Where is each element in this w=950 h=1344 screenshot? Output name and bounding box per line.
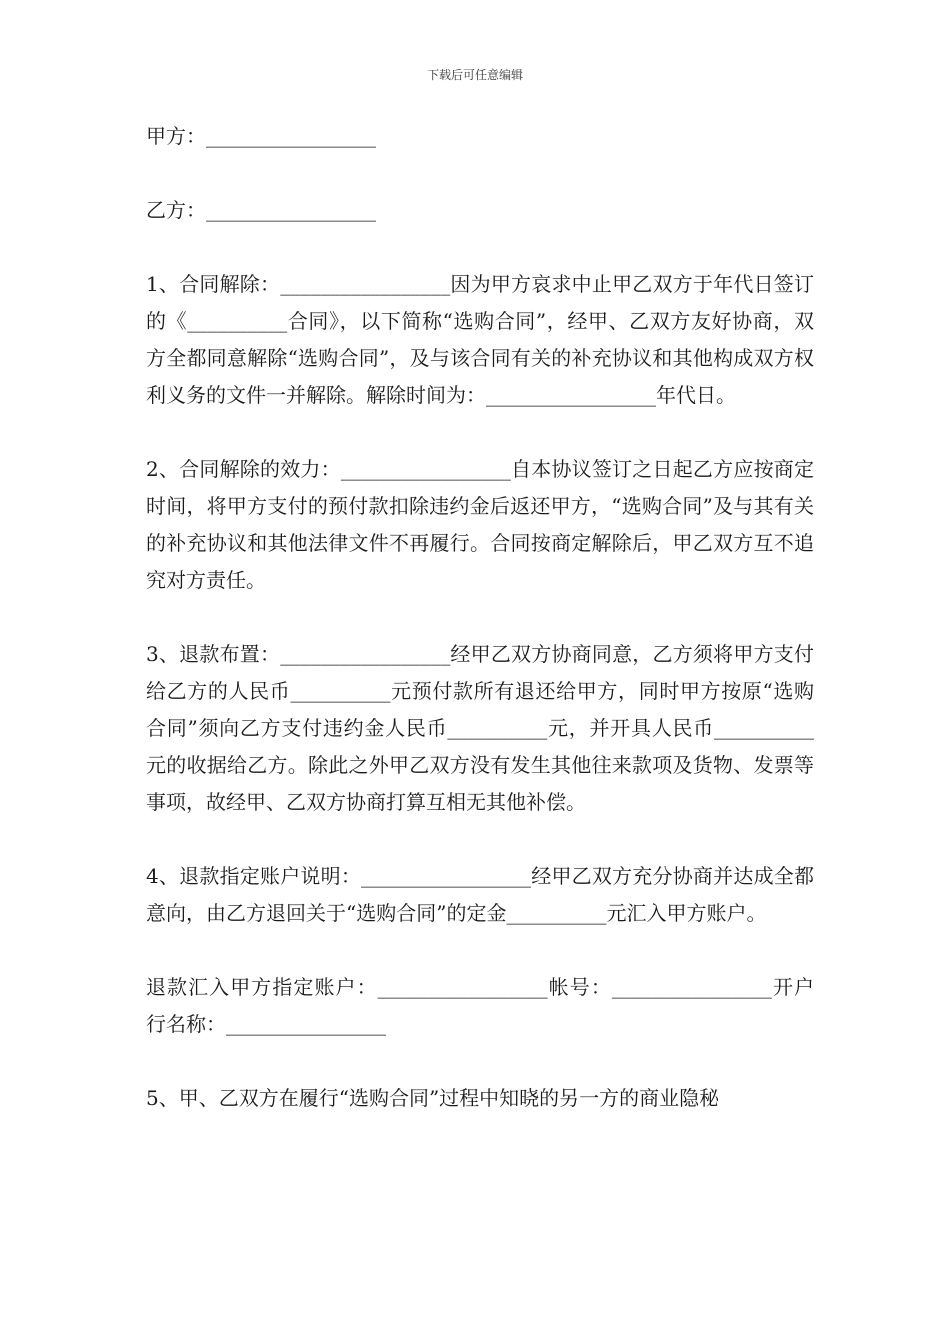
clause-1-termination: 1、合同解除：_________________因为甲方哀求中止甲乙双方于年代日签订的《__________合同》，以下简称“选购合同”，经甲、乙双方友好协商，双方全都同意解除“选购合同”，及与该合同有关的补充协议和其他构成双方权利义务的文件一并解除。解除时间为：_________________年代日。 [146,272,814,407]
party-b-line: 乙方：_________________ [146,198,376,222]
page-header-note: 下载后可任意编辑 [426,68,523,82]
clause-4-refund-account: 4、退款指定账户说明：_________________经甲乙双方充分协商并达成全都意向，由乙方退回关于“选购合同”的定金__________元汇入甲方账户。 [146,864,814,925]
contract-body [146,118,814,1154]
clause-2-effect: 2、合同解除的效力：_________________自本协议签订之日起乙方应按商定时间，将甲方支付的预付款扣除违约金后返还甲方，“选购合同”及与其有关的补充协议和其他法律文件不再履行。合同按商定解除后，甲乙双方互不追究对方责任。 [146,457,814,592]
refund-account-details: 退款汇入甲方指定账户：_________________帐号：________________开户行名称：________________ [146,975,814,1036]
party-a-line: 甲方：_________________ [146,124,376,148]
clause-3-refund-arrangement: 3、退款布置：_________________经甲乙双方协商同意，乙方须将甲方支付给乙方的人民币__________元预付款所有退还给甲方，同时甲方按原“选购合同”须向乙方支付违约金人民币__________元，并开具人民币__________元的收据给乙方。除此之外甲乙双方没有发生其他往来款项及货物、发票等事项，故经甲、乙双方协商打算互相无其他补偿。 [146,642,814,814]
clause-5-confidentiality: 5、甲、乙双方在履行“选购合同”过程中知晓的另一方的商业隐秘 [146,1086,720,1110]
